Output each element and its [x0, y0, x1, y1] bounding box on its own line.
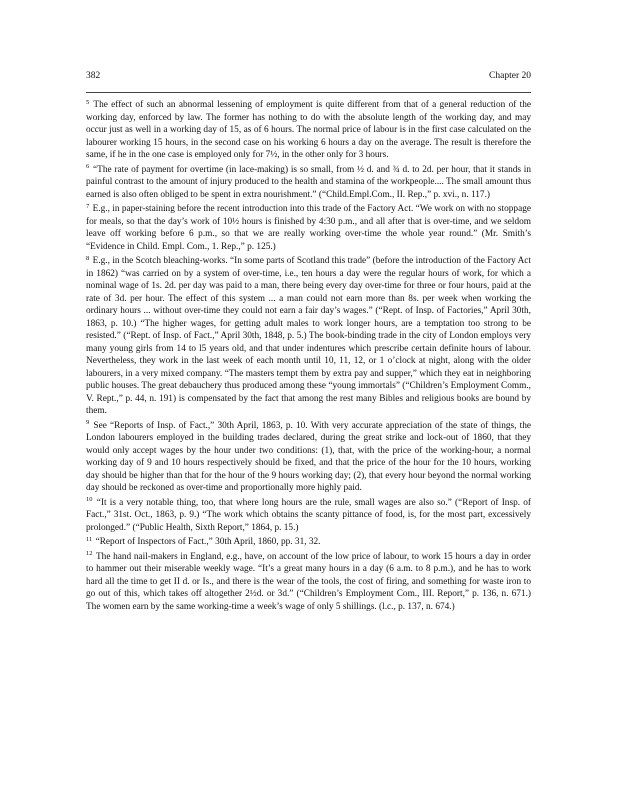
running-head — [86, 70, 531, 93]
footnote-marker: 10 — [86, 496, 93, 503]
footnote-text: “Report of Inspectors of Fact.,” 30th April, 1860, pp. 31, 32. — [95, 537, 321, 547]
footnote-text: See “Reports of Insp. of Fact.,” 30th April, 1863, p. 10. With very accurate appreciation of the state of things, the London labourers employed in the building trades declared, during the great strike and lock-out of 1860, that they would only accept wages by the hour under two conditions: (1), that, with the price of the working-hour, a normal working day of 9 and 10 hours respectively should be fixed, and that the price of the hour for the 10 hours, working day should be higher than that for the hour of the 9 hours working day; (2), that every hour beyond the normal working day should be reckoned as over-time and proportionally more highly paid. — [86, 420, 531, 493]
footnote-6 — [86, 164, 531, 202]
page-number: 382 — [86, 71, 101, 81]
footnotes — [86, 99, 531, 613]
footnote-marker: 12 — [86, 550, 93, 557]
footnote-text: The effect of such an abnormal lessening of employment is quite different from that of a general reduction of the working day, enforced by law. The former has nothing to do with the absolute length of the working day, and may occur just as well in a working day of 15, as of 6 hours. The normal price of labour is in the first case calculated on the labourer working 15 hours, in the second case on his working 6 hours a day on the average. The result is therefore the same, if he in the one case is employed only for 7½, in the other only for 3 hours. — [86, 100, 532, 160]
footnote-marker: 8 — [86, 254, 90, 262]
footnote-marker: 7 — [86, 202, 90, 210]
footnote-text: E.g., in paper-staining before the recent introduction into this trade of the Factory Act. “We work on with no stoppage for meals, so that the day’s work of 10½ hours is finished by 4:30 p.m., and all after that is over-time, and we seldom leave off working before 6 p.m., so that we are really working over-time the whole year round.” (Mr. Smith’s “Evidence in Child. Empl. Com., 1. Rep.,” p. 125.) — [86, 204, 531, 252]
document-page — [86, 70, 531, 615]
footnote-marker: 5 — [86, 98, 90, 106]
footnote-text: The hand nail-makers in England, e.g., have, on account of the low price of labour, to work 15 hours a day in order to hammer out their miserable weekly wage. “It’s a great many hours in a day (6 a.m. to 8 p.m.), and he has to work hard all the time to get II d. or Is., and there is the wear of the tools, the cost of firing, and something for waste iron to go out of this, which takes off altogether 2½d. or 3d.” (“Children’s Employment Com., III. Report,” p. 136, n. 671.) The women earn by the same working-time a week’s wage of only 5 shillings. (l.c., p. 137, n. 674.) — [86, 551, 532, 612]
footnote-7 — [86, 203, 531, 253]
footnote-text: E.g., in the Scotch bleaching-works. “In some parts of Scotland this trade” (before the introduction of the Factory Act in 1862) “was carried on by a system of over-time, i.e., ten hours a day were the regular hours of work, for which a nominal wage of 1s. 2d. per day was paid to a man, there being every day over-time for three or four hours, paid at the rate of 3d. per hour. The effect of this system ... a man could not earn more than 8s. per week when working the ordinary hours ... without over-time they could not earn a fair day’s wages.” (“Rept. of Insp. of Factories,” April 30th, 1863, p. 10.) “The higher wages, for getting adult males to work longer hours, are a temptation too strong to be resisted.” (“Rept. of Insp. of Fact.,” April 30th, 1848, p. 5.) The book-binding trade in the city of London employs very many young girls from 14 to l5 years old, and that under indentures which prescribe certain definite hours of labour. Nevertheless, they work in the last week of each month until 10, 11, 12, or 1 o’clock at night, along with the older labourers, in a very mixed company. “The masters tempt them by extra pay and supper,” which they eat in neighboring public houses. The great debauchery thus produced among these “young immortals” (“Children’s Employment Comm., V. Rept.,” p. 44, n. 191) is compensated by the fact that among the rest many Bibles and religious books are bound by them. — [86, 256, 531, 416]
footnote-5 — [86, 99, 531, 162]
footnote-11 — [86, 536, 531, 549]
footnote-marker: 6 — [86, 163, 90, 170]
footnote-text: “The rate of payment for overtime (in lace-making) is so small, from ½ d. and ¾ d. to 2d. per hour, that it stands in painful contrast to the amount of injury produced to the health and stamina of the workpeople.... The small amount thus earned is also often obliged to be spent in extra nourishment.” (“Child.Empl.Com., II. Rep.,” p. xvi., n. 117.) — [86, 164, 532, 200]
footnote-text: “It is a very notable thing, too, that where long hours are the rule, small wages are also so.” (“Report of Insp. of Fact.,” 31st. Oct., 1863, p. 9.) “The work which obtains the scanty pittance of food, is, for the most part, excessively prolonged.” (“Public Health, Sixth Report,” 1864, p. 15.) — [86, 497, 531, 533]
footnote-8 — [86, 255, 531, 418]
footnote-12 — [86, 551, 531, 614]
footnote-10 — [86, 497, 531, 535]
footnote-9 — [86, 420, 531, 495]
chapter-title: Chapter 20 — [489, 71, 531, 81]
footnote-marker: 9 — [86, 419, 90, 426]
footnote-marker: 11 — [86, 535, 93, 543]
